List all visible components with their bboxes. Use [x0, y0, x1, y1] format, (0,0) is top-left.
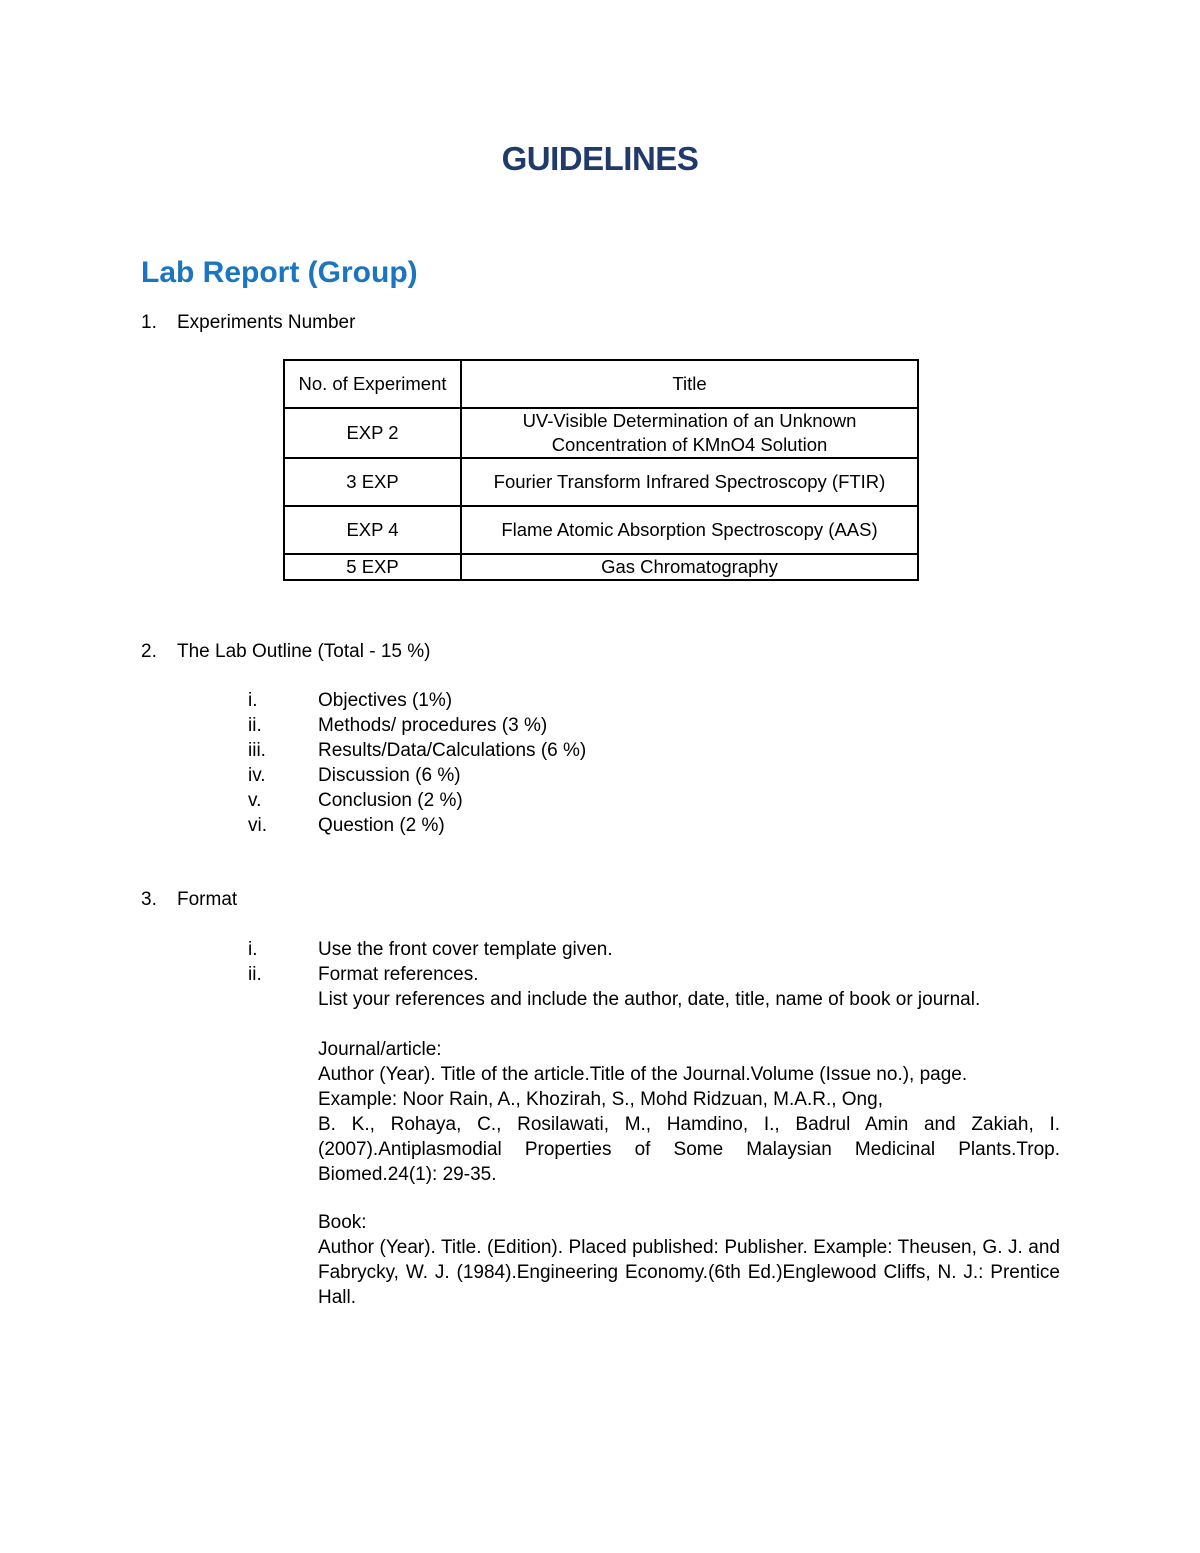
header-no-of-experiment: No. of Experiment: [284, 360, 461, 408]
list-item: [248, 738, 586, 763]
list-numeral: ii.: [248, 715, 262, 736]
list-item: [248, 937, 613, 962]
table-header-row: [284, 360, 918, 408]
list-item: [248, 813, 586, 838]
references-intro-text: List your references and include the author, date, title, name of book or journal.: [318, 989, 981, 1010]
list-text: Results/Data/Calculations (6 %): [318, 740, 587, 761]
experiment-title-cell: Fourier Transform Infrared Spectroscopy (FTIR): [461, 458, 918, 506]
list-item-lab-outline: [141, 640, 430, 664]
list-text: Discussion (6 %): [318, 765, 461, 786]
list-item: [248, 713, 586, 738]
item-label: The Lab Outline (Total - 15 %): [177, 641, 431, 662]
experiment-number-cell: EXP 4: [284, 506, 461, 554]
list-numeral: iv.: [248, 765, 266, 786]
list-item-format: [141, 888, 237, 912]
experiment-number-cell: EXP 2: [284, 408, 461, 458]
table-row: [284, 554, 918, 580]
list-text: Methods/ procedures (3 %): [318, 715, 548, 736]
list-item: [248, 763, 586, 788]
experiment-number-cell: 5 EXP: [284, 554, 461, 580]
journal-label: Journal/article:: [318, 1039, 442, 1060]
journal-format: Author (Year). Title of the article.Title of the Journal.Volume (Issue no.), page.: [318, 1064, 968, 1085]
table-row: [284, 458, 918, 506]
list-numeral: v.: [248, 790, 262, 811]
experiments-table: [283, 359, 919, 581]
item-label: Experiments Number: [177, 312, 356, 333]
list-numeral: i.: [248, 690, 258, 711]
list-numeral: i.: [248, 939, 258, 960]
list-numeral: ii.: [248, 964, 262, 985]
list-numeral: iii.: [248, 740, 266, 761]
list-item: [248, 688, 586, 713]
list-text: Format references.: [318, 964, 479, 985]
item-number: 1.: [141, 312, 157, 333]
list-text: Conclusion (2 %): [318, 790, 463, 811]
list-text: Objectives (1%): [318, 690, 453, 711]
format-list: [248, 937, 613, 987]
item-label: Format: [177, 889, 238, 910]
lab-outline-list: [248, 688, 586, 838]
book-format: Author (Year). Title. (Edition). Placed published: Publisher. Example: Theusen, G. J. and Fabrycky, W. J. (1984).Engineering Economy.(6th Ed.)Englewood Cliffs, N. J.: Prentice Hall.: [318, 1237, 1060, 1308]
table-row: [284, 506, 918, 554]
list-numeral: vi.: [248, 815, 267, 836]
experiment-title-cell: Flame Atomic Absorption Spectroscopy (AAS): [461, 506, 918, 554]
table-row: [284, 408, 918, 458]
item-number: 3.: [141, 889, 157, 910]
list-text: Use the front cover template given.: [318, 939, 613, 960]
experiment-number-cell: 3 EXP: [284, 458, 461, 506]
experiment-title-cell: UV-Visible Determination of an Unknown Concentration of KMnO4 Solution: [461, 408, 918, 458]
book-reference-block: [318, 1210, 1060, 1310]
list-item: [248, 788, 586, 813]
list-item-experiments-number: [141, 311, 355, 335]
journal-example-line-1: Example: Noor Rain, A., Khozirah, S., Mohd Ridzuan, M.A.R., Ong,: [318, 1089, 883, 1110]
journal-example-line-2: B. K., Rohaya, C., Rosilawati, M., Hamdino, I., Badrul Amin and Zakiah, I. (2007).Antiplasmodial Properties of Some Malaysian Medicinal Plants.Trop. Biomed.24(1): 29-35.: [318, 1114, 1060, 1185]
experiment-title-cell: Gas Chromatography: [461, 554, 918, 580]
book-label: Book:: [318, 1212, 367, 1233]
page-title: GUIDELINES: [501, 140, 699, 177]
list-item: [248, 962, 613, 987]
header-title: Title: [461, 360, 918, 408]
journal-reference-block: [318, 1037, 1060, 1187]
item-number: 2.: [141, 641, 157, 662]
references-intro: [318, 987, 1060, 1012]
list-text: Question (2 %): [318, 815, 445, 836]
section-heading: Lab Report (Group): [141, 256, 418, 289]
